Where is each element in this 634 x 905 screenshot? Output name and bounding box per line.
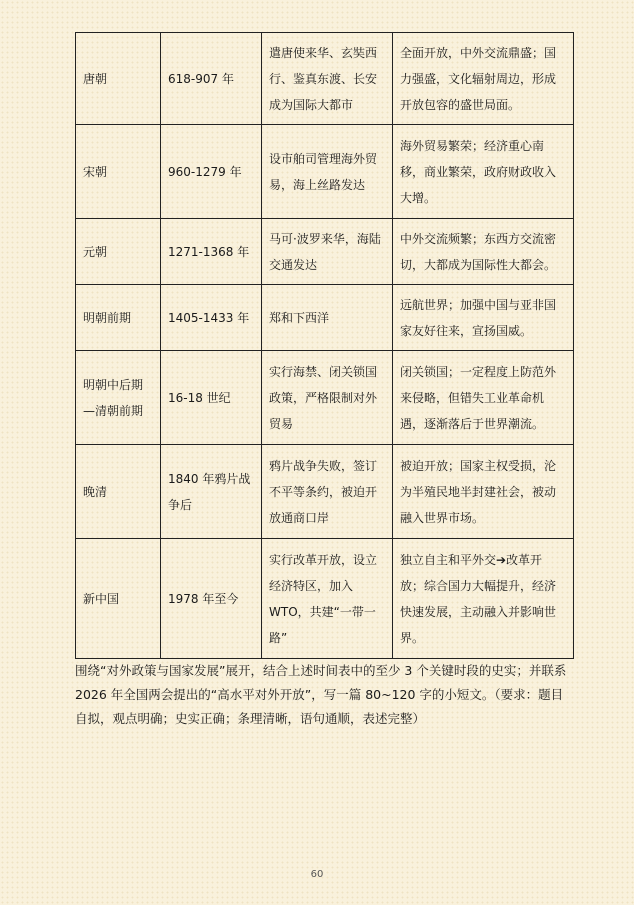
- period-cell: 618-907 年: [161, 33, 262, 125]
- writing-prompt: 围绕“对外政策与国家发展”展开，结合上述时间表中的至少 3 个关键时段的史实；并联系 2026 年全国两会提出的“高水平对外开放”，写一篇 80~120 字的小短文。（要求：题目自拟，观点明确；史实正确；条理清晰，语句通顺，表述完整）: [75, 663, 567, 726]
- table-row: [76, 125, 574, 219]
- page-number: 60: [310, 869, 324, 880]
- table-row: [76, 285, 574, 351]
- period-cell: 960-1279 年: [161, 125, 262, 219]
- period-cell: 1978 年至今: [161, 539, 262, 659]
- table-row: [76, 219, 574, 285]
- events-cell: 设市舶司管理海外贸易，海上丝路发达: [262, 125, 393, 219]
- events-cell: 实行改革开放，设立经济特区，加入 WTO，共建“一带一路”: [262, 539, 393, 659]
- significance-cell: 中外交流频繁；东西方交流密切，大都成为国际性大都会。: [393, 219, 574, 285]
- period-cell: 16-18 世纪: [161, 351, 262, 445]
- era-cell: 明朝前期: [76, 285, 161, 351]
- table-row: [76, 33, 574, 125]
- table-row: [76, 351, 574, 445]
- table-row: [76, 539, 574, 659]
- period-cell: 1405-1433 年: [161, 285, 262, 351]
- era-cell: 晚清: [76, 445, 161, 539]
- era-cell: 元朝: [76, 219, 161, 285]
- events-cell: 遣唐使来华、玄奘西行、鉴真东渡、长安成为国际大都市: [262, 33, 393, 125]
- table-row: [76, 445, 574, 539]
- events-cell: 郑和下西洋: [262, 285, 393, 351]
- events-cell: 马可·波罗来华，海陆交通发达: [262, 219, 393, 285]
- significance-cell: 海外贸易繁荣；经济重心南移，商业繁荣，政府财政收入大增。: [393, 125, 574, 219]
- era-cell: 明朝中后期—清朝前期: [76, 351, 161, 445]
- significance-cell: 闭关锁国；一定程度上防范外来侵略，但错失工业革命机遇，逐渐落后于世界潮流。: [393, 351, 574, 445]
- significance-cell: 被迫开放；国家主权受损，沦为半殖民地半封建社会，被动融入世界市场。: [393, 445, 574, 539]
- period-cell: 1840 年鸦片战争后: [161, 445, 262, 539]
- timeline-table: [75, 32, 574, 659]
- events-cell: 鸦片战争失败，签订不平等条约，被迫开放通商口岸: [262, 445, 393, 539]
- era-cell: 新中国: [76, 539, 161, 659]
- period-cell: 1271-1368 年: [161, 219, 262, 285]
- significance-cell: 远航世界；加强中国与亚非国家友好往来，宣扬国威。: [393, 285, 574, 351]
- events-cell: 实行海禁、闭关锁国政策，严格限制对外贸易: [262, 351, 393, 445]
- significance-cell: 独立自主和平外交➔改革开放；综合国力大幅提升，经济快速发展，主动融入并影响世界。: [393, 539, 574, 659]
- significance-cell: 全面开放，中外交流鼎盛；国力强盛，文化辐射周边，形成开放包容的盛世局面。: [393, 33, 574, 125]
- era-cell: 宋朝: [76, 125, 161, 219]
- era-cell: 唐朝: [76, 33, 161, 125]
